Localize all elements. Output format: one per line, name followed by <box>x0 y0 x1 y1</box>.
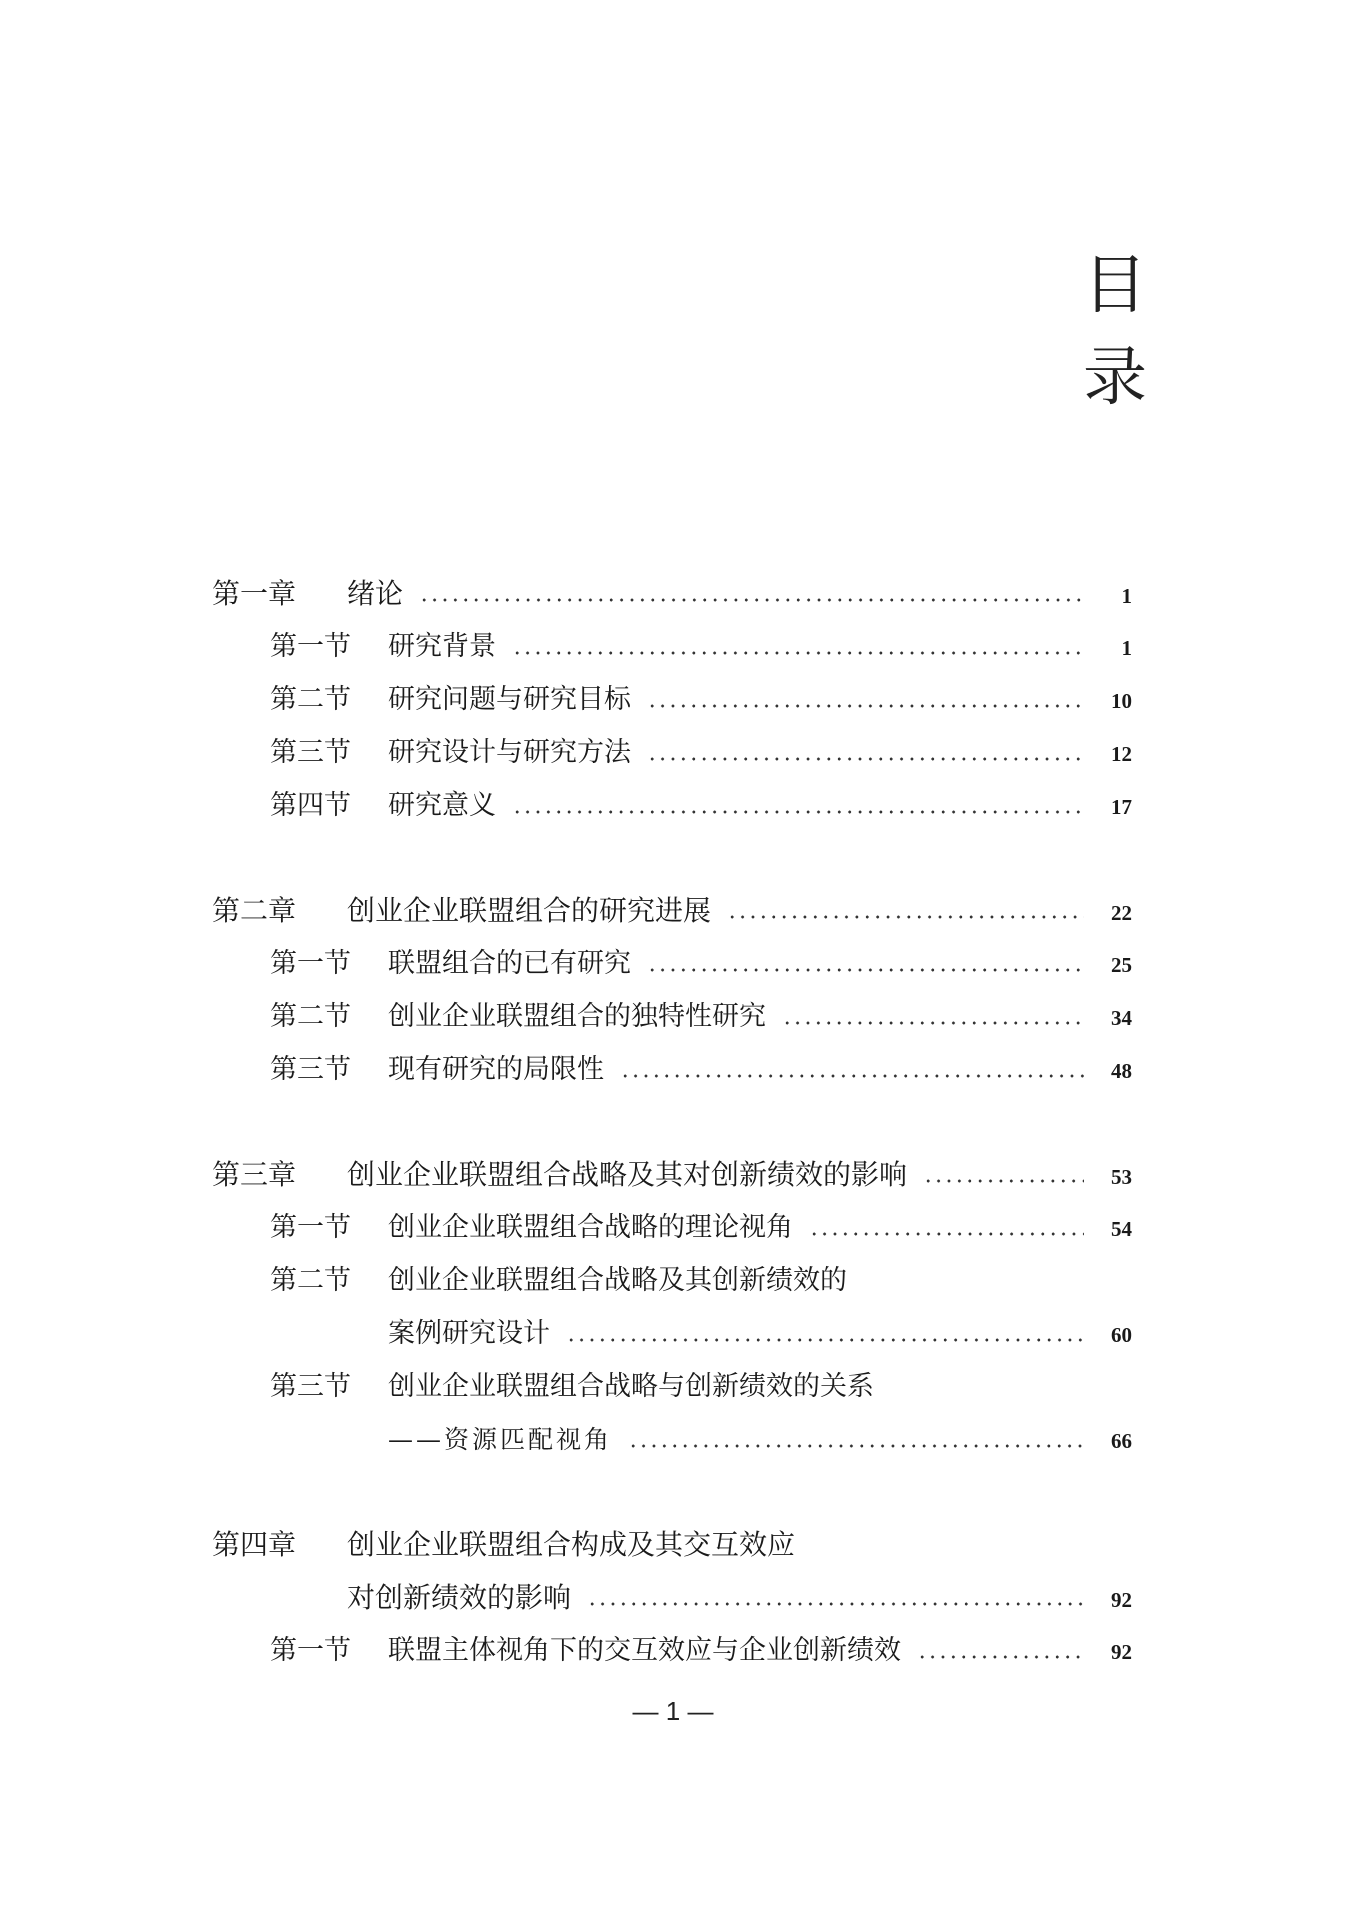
dot-leader <box>782 1020 1084 1026</box>
dot-leader <box>809 1231 1084 1237</box>
page-number: 34 <box>1111 1006 1132 1030</box>
page-number: 60 <box>1111 1323 1132 1347</box>
section-number: 第三节 <box>270 1371 351 1402</box>
dot-leader <box>587 1601 1084 1607</box>
toc-section-2-1[interactable] <box>212 937 1132 990</box>
toc-section-3-2[interactable] <box>212 1254 1132 1307</box>
dot-leader <box>628 1443 1084 1449</box>
chapter-title: 绪论 <box>347 577 404 610</box>
dot-leader <box>917 1654 1084 1660</box>
toc-section-1-4[interactable] <box>212 779 1132 832</box>
chapter-title: 创业企业联盟组合战略及其对创新绩效的影响 <box>347 1158 908 1191</box>
section-title: 创业企业联盟组合战略及其创新绩效的 <box>388 1265 847 1296</box>
section-number: 第一节 <box>270 1635 351 1666</box>
toc-section-3-1[interactable] <box>212 1201 1132 1254</box>
page-number: 25 <box>1111 953 1132 977</box>
chapter-title: 创业企业联盟组合的研究进展 <box>347 894 712 927</box>
section-number: 第三节 <box>270 737 351 768</box>
dot-leader <box>512 650 1084 656</box>
toc-chapter-4[interactable] <box>212 1518 1132 1571</box>
toc-section-2-3[interactable] <box>212 1043 1132 1096</box>
chapter-title-continued: 对创新绩效的影响 <box>347 1581 572 1614</box>
toc-section-2-2[interactable] <box>212 990 1132 1043</box>
page-number: 17 <box>1111 795 1132 819</box>
section-number: 第一节 <box>270 631 351 662</box>
chapter-number: 第二章 <box>212 894 297 927</box>
section-title: 研究问题与研究目标 <box>388 684 631 715</box>
toc-section-3-3[interactable] <box>212 1360 1132 1413</box>
section-number: 第二节 <box>270 1265 351 1296</box>
page-number: 92 <box>1111 1640 1132 1664</box>
toc-section-1-1[interactable] <box>212 620 1132 673</box>
dot-leader <box>647 703 1084 709</box>
page-number: 92 <box>1111 1588 1132 1612</box>
dot-leader <box>727 914 1084 920</box>
table-of-contents <box>212 567 1132 1677</box>
toc-section-1-2[interactable] <box>212 673 1132 726</box>
chapter-number: 第三章 <box>212 1158 297 1191</box>
toc-title-char-2: 录 <box>1083 341 1147 415</box>
section-title: 现有研究的局限性 <box>388 1054 604 1085</box>
toc-chapter-4-continued[interactable] <box>212 1571 1132 1624</box>
toc-title-char-1: 目 <box>1083 249 1147 323</box>
chapter-spacer <box>212 832 1132 884</box>
section-number: 第四节 <box>270 790 351 821</box>
toc-section-1-3[interactable] <box>212 726 1132 779</box>
page-number: 66 <box>1111 1429 1132 1453</box>
section-title: 研究背景 <box>388 631 496 662</box>
toc-chapter-2[interactable] <box>212 884 1132 937</box>
toc-chapter-1[interactable] <box>212 567 1132 620</box>
page-number: 10 <box>1111 689 1132 713</box>
toc-title <box>1070 240 1160 424</box>
toc-section-4-1[interactable] <box>212 1624 1132 1677</box>
toc-chapter-3[interactable] <box>212 1148 1132 1201</box>
chapter-spacer <box>212 1096 1132 1148</box>
section-title: 创业企业联盟组合战略与创新绩效的关系 <box>388 1371 874 1402</box>
page-number: 1 <box>1121 584 1132 608</box>
dot-leader <box>647 967 1084 973</box>
page-number: 48 <box>1111 1059 1132 1083</box>
section-subtitle: ——资源匹配视角 <box>388 1425 613 1454</box>
page-number: 53 <box>1111 1165 1132 1189</box>
section-number: 第二节 <box>270 684 351 715</box>
section-title: 联盟组合的已有研究 <box>388 948 631 979</box>
page-number: 12 <box>1111 742 1132 766</box>
section-title-continued: 案例研究设计 <box>388 1318 550 1349</box>
section-title: 联盟主体视角下的交互效应与企业创新绩效 <box>388 1635 901 1666</box>
dot-leader <box>620 1073 1084 1079</box>
page-number: 54 <box>1111 1217 1132 1241</box>
toc-section-3-3-continued[interactable] <box>212 1413 1132 1466</box>
page-number: 22 <box>1111 901 1132 925</box>
chapter-number: 第四章 <box>212 1528 297 1561</box>
chapter-title: 创业企业联盟组合构成及其交互效应 <box>347 1528 796 1561</box>
toc-section-3-2-continued[interactable] <box>212 1307 1132 1360</box>
chapter-spacer <box>212 1466 1132 1518</box>
dot-leader <box>647 756 1084 762</box>
chapter-number: 第一章 <box>212 577 297 610</box>
dot-leader <box>566 1337 1084 1343</box>
section-number: 第一节 <box>270 948 351 979</box>
section-number: 第二节 <box>270 1001 351 1032</box>
dot-leader <box>923 1178 1084 1184</box>
page-footer-number: — 1 — <box>632 1696 714 1726</box>
page-number: 1 <box>1121 636 1132 660</box>
dot-leader <box>419 597 1084 603</box>
section-title: 研究意义 <box>388 790 496 821</box>
section-number: 第三节 <box>270 1054 351 1085</box>
dot-leader <box>512 809 1084 815</box>
section-number: 第一节 <box>270 1212 351 1243</box>
section-title: 创业企业联盟组合的独特性研究 <box>388 1001 766 1032</box>
section-title: 研究设计与研究方法 <box>388 737 631 768</box>
section-title: 创业企业联盟组合战略的理论视角 <box>388 1212 793 1243</box>
